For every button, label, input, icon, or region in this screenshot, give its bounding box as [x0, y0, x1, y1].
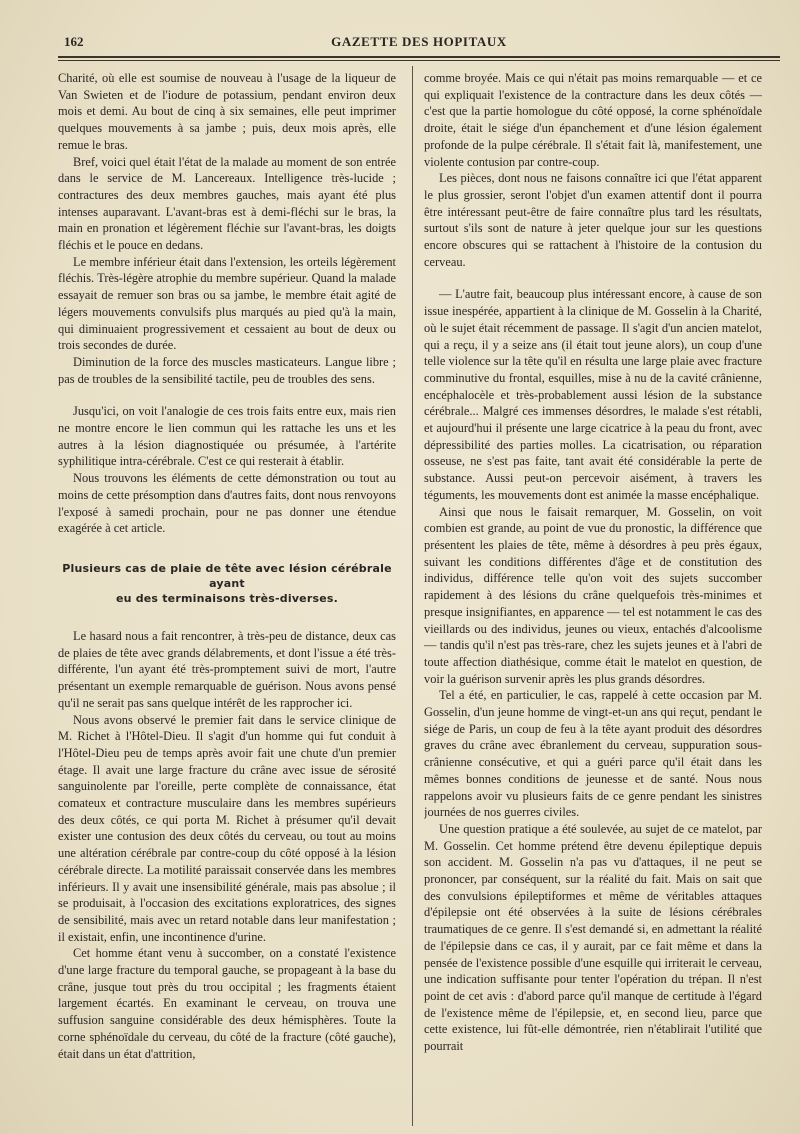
paragraph: Charité, où elle est soumise de nouveau à l'usage de la liqueur de Van Swieten et de l'iodure de potassium, pendant environ deux mois et demi. Au bout de cinq à six semaines, elle peut imprimer quelques mouvements à sa jambe ; puis, deux mois après, elle remue le bras. [58, 71, 396, 152]
paragraph: Cet homme étant venu à succomber, on a constaté l'existence d'une large fracture du temporal gauche, se propageant à la base du crâne, jusque tout près du trou occipital ; les fragments étaient largement écartés. En examinant le cerveau, on trouva une suffusion sanguine considérable des deux hémisphères. Toute la corne sphénoïdale du cerveau, du côté de la fracture (côté gauche), était dans un état d'attrition, [58, 946, 396, 1061]
section-heading-line: Plusieurs cas de plaie de tête avec lésion cérébrale ayant [62, 561, 392, 590]
paragraph: — L'autre fait, beaucoup plus intéressant encore, à cause de son issue inespérée, appartient à la clinique de M. Gosselin à la Charité, où le sujet était récemment de passage. Il s'agit d'un ancien matelot, qui a reçu, il y a seize ans (il était tout jeune alors), un coup d'une telle violence sur la tête qu'il en résulta une large plaie avec fracture comminutive du frontal, esquilles, mise à nu de la cavité crânienne, encéphalocèle et très-probablement aussi lésion de la substance cérébrale... Malgré ces immenses désordres, le malade s'est rétabli, et aujourd'hui il présente une large cicatrice à la peau du front, avec dépressibilité des parties molles. La cicatrisation, ou réparation osseuse, ne s'est pas faite, tant avait été considérable la perte de substance. Aussi peut-on percevoir aisément, à travers les téguments, les mouvements dont est animée la masse encéphalique. [424, 287, 762, 502]
left-column [58, 70, 396, 1125]
paragraph: Tel a été, en particulier, le cas, rappelé à cette occasion par M. Gosselin, d'un jeune homme de vingt-et-un ans qui reçut, pendant le siége de Paris, un coup de feu à la tête ayant produit des désordres graves du crâne avec ébranlement du cerveau, suppuration sous-crânienne consécutive, et qui a guéri parce qu'il était dans les mêmes bonnes conditions de jeunesse et de santé. Nous nous rappelons avoir vu plusieurs faits de ce genre pendant les sinistres journées de nos guerres civiles. [424, 688, 762, 820]
paragraph: Une question pratique a été soulevée, au sujet de ce matelot, par M. Gosselin. Cet homme prétend être devenu épileptique depuis son accident. M. Gosselin n'a pas vu d'attaques, il ne peut se prononcer, par conséquent, sur la réalité du fait. Mais on sait que des convulsions épileptiformes et même de véritables attaques d'épilepsie ont été observées à la suite de lésions cérébrales traumatiques de ce genre. Il s'est demandé si, en admettant la réalité de l'épilepsie dans ce cas, il y aurait, par ce fait même et dans la pensée de l'existence possible d'une esquille qui irriterait le cerveau, une indication suffisante pour tenter l'opération du trépan. Il n'est point de cet avis : d'abord parce qu'il manque de certitude à l'égard de l'existence même de l'épilepsie, et, en second lieu, parce que cette existence, lui fût-elle démontrée, rien n'établirait l'utilité que pourrait [424, 821, 762, 1054]
paragraph: Diminution de la force des muscles masticateurs. Langue libre ; pas de troubles de la sensibilité tactile, peu de troubles des sens. [58, 354, 396, 386]
paragraph: Les pièces, dont nous ne faisons connaître ici que l'état apparent le plus grossier, seront l'objet d'un examen attentif dont il pourra être intéressant peut-être de faire connaître plus tard les résultats, surtout s'ils sont de nature à jeter quelque jour sur les questions encore obscures qui se rattachent à l'histoire de la contusion du cerveau. [424, 171, 762, 269]
page-header [58, 30, 780, 58]
right-column [424, 70, 762, 1125]
section-heading [58, 561, 396, 606]
paragraph: Bref, voici quel était l'état de la malade au moment de son entrée dans le service de M. Lancereaux. Intelligence très-lucide ; contractures des deux membres gauches, mais ayant été plus intenses auparavant. L'avant-bras est à demi-fléchi sur le bras, la main en pronation et légèrement fléchie sur l'avant-bras, les doigts fléchis et le pouce en dedans. [58, 154, 396, 253]
paragraph: Nous trouvons les éléments de cette démonstration ou tout au moins de cette présomption dans d'autres faits, dont nous renvoyons l'exposé à samedi prochain, pour ne pas donner une étendue exagérée à cet article. [58, 471, 396, 536]
section-heading-line: eu des terminaisons très-diverses. [115, 591, 339, 605]
paragraph: comme broyée. Mais ce qui n'était pas moins remarquable — et ce qui expliquait l'existence de la contracture dans les deux côtés — c'est que la partie homologue du côté opposé, la corne sphénoïdale droite, était le siége d'un épanchement et d'une lésion également profonde de la pulpe cérébrale. Il s'était fait là, manifestement, une violente contusion par contre-coup. [424, 71, 762, 169]
page-number: 162 [64, 34, 84, 49]
paragraph: Jusqu'ici, on voit l'analogie de ces trois faits entre eux, mais rien ne montre encore le lien commun qui les rattache les uns et les autres à la lésion diagnostiquée ou présumée, à l'artérite syphilitique intra-cérébrale. C'est ce qui resterait à établir. [58, 404, 396, 469]
paragraph: Le membre inférieur était dans l'extension, les orteils légèrement fléchis. Très-légère atrophie du membre supérieur. Quand la malade essayait de remuer son bras ou sa jambe, le membre était agité de légers mouvements convulsifs plus marqués au pied qu'à la main, qui diminuaient progressivement et cessaient au bout de deux ou trois secondes de durée. [58, 254, 396, 353]
paragraph: Le hasard nous a fait rencontrer, à très-peu de distance, deux cas de plaies de tête avec grands délabrements, et dont l'issue a été très-différente, l'un ayant été très-promptement suivi de mort, l'autre présentant un exemple remarquable de guérison. Nous avons pensé qu'il ne serait pas sans quelque intérêt de les rapprocher ici. [58, 628, 396, 710]
running-title: GAZETTE DES HOPITAUX [331, 34, 507, 49]
column-divider [412, 66, 413, 1126]
paragraph: Ainsi que nous le faisait remarquer, M. Gosselin, on voit combien est grande, au point de vue du pronostic, la différence que présentent les plaies de tête, même à désordres à peu près égaux, suivant les conditions différentes d'âge et de constitution des individus, différence telle qu'on voit des sujets succomber rapidement à des lésions du crâne quelquefois très-minimes et presque insignifiantes, en apparence — tel est notamment le cas des vieillards ou des individus, jeunes ou vieux, entachés d'alcoolisme — tandis qu'il n'est pas très-rare, chez les sujets jeunes et à l'abri de toute affection diathésique, comme était le matelot en question, de voir la guérison survenir après les plus grands désordres. [424, 504, 762, 686]
paragraph: Nous avons observé le premier fait dans le service clinique de M. Richet à l'Hôtel-Dieu. Il s'agit d'un homme qui fut conduit à l'Hôtel-Dieu peu de temps après avoir fait une chute d'un premier étage. Il avait une large fracture du crâne avec issue de sérosité sanguinolente par l'oreille, perte complète de connaissance, état comateux et contracture musculaire dans les membres supérieurs des deux côtés, ce qui porta M. Richet à présumer qu'il devait exister une contusion des deux côtés du cerveau, ou tout au moins une altération cérébrale par contre-coup du côté opposé à la lésion cérébrale directe. La motilité paraissait conservée dans les membres inférieurs. Il y avait une insensibilité générale, mais pas absolue ; il se produisait, à l'occasion des excitations exploratrices, des signes de sensibilité, mais avec un retard notable dans leur manifestation ; il existait, enfin, une incontinence d'urine. [58, 712, 396, 944]
